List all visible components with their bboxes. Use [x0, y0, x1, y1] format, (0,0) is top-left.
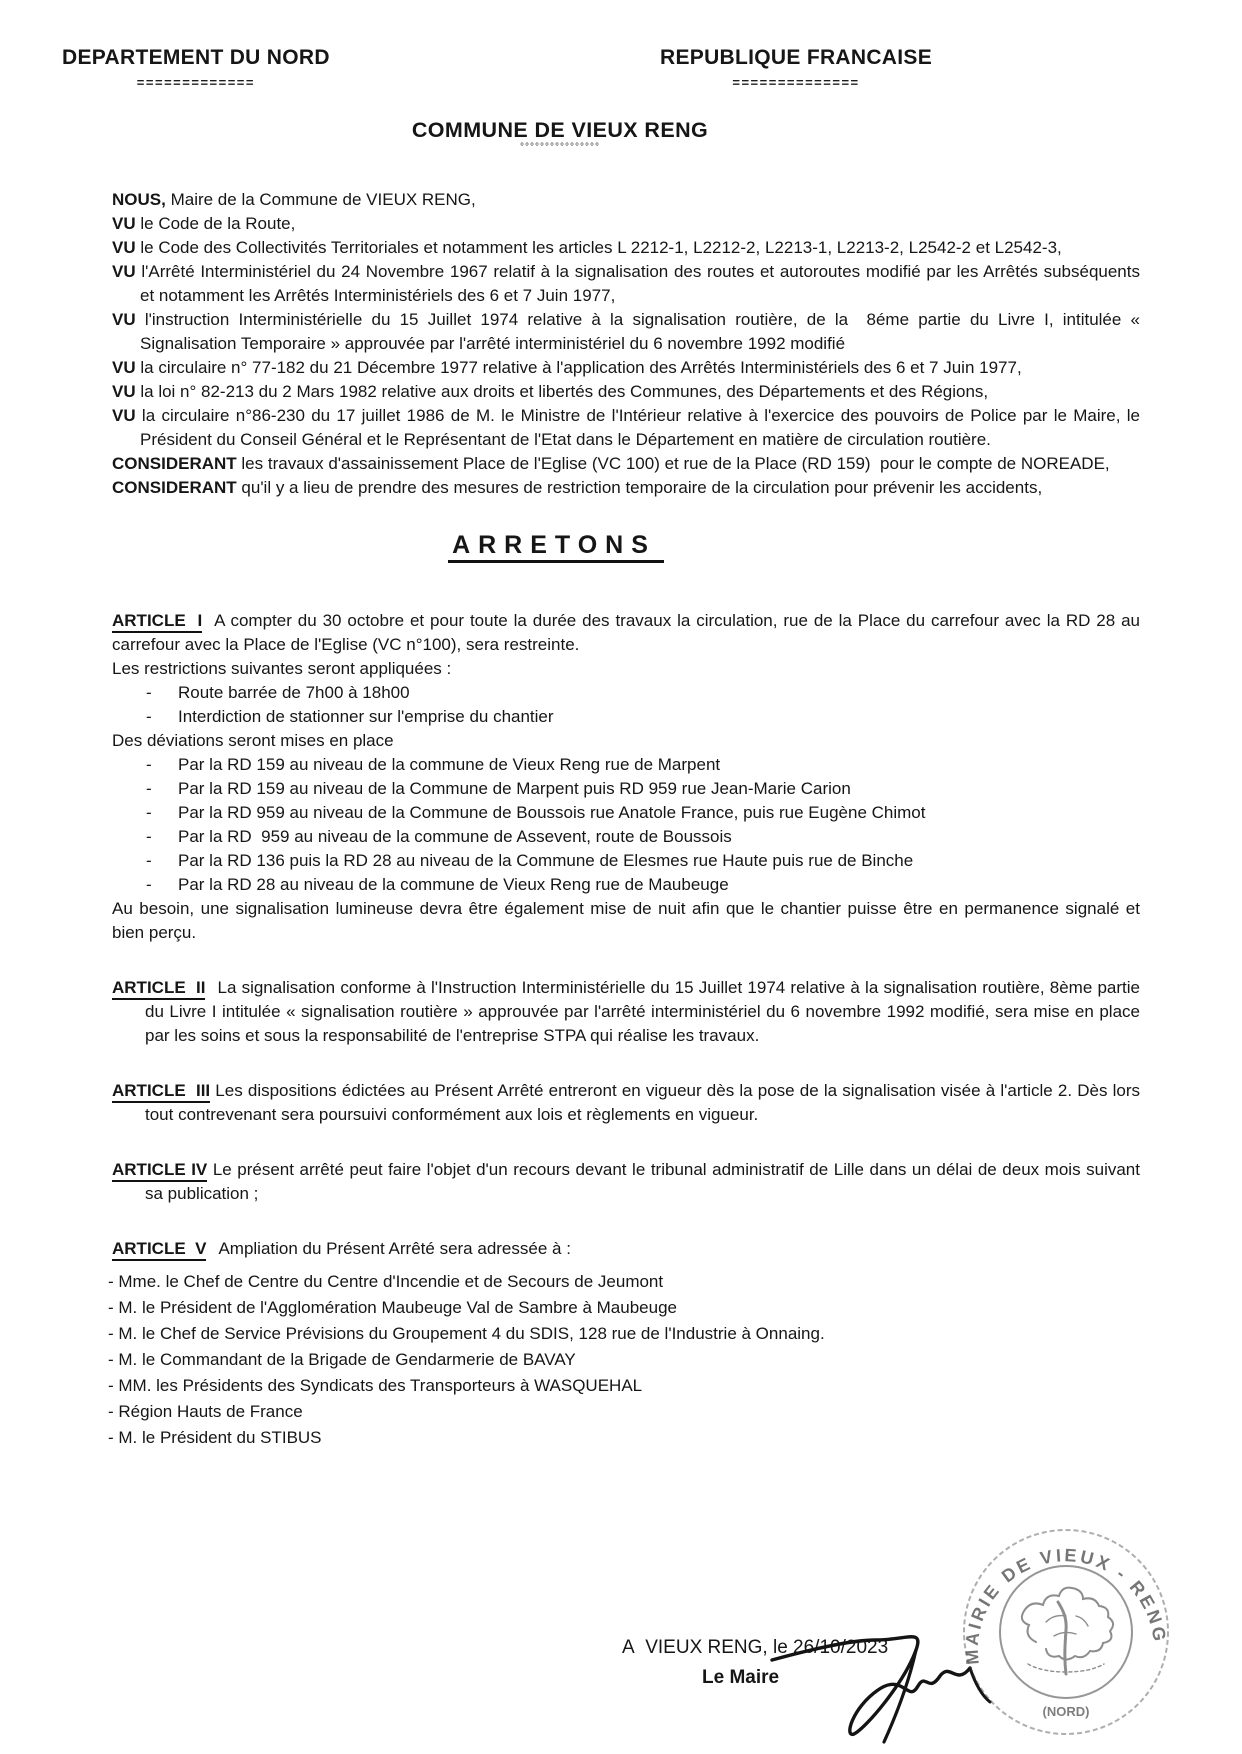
list-item: - Interdiction de stationner sur l'emprise du chantier: [112, 705, 1140, 729]
decision-heading: ARRETONS: [448, 533, 664, 563]
recipient-item: - Mme. le Chef de Centre du Centre d'Incendie et de Secours de Jeumont: [108, 1272, 664, 1291]
article-1-closing: Au besoin, une signalisation lumineuse devra être également mise de nuit afin que le chantier puisse être en permanence signalé et bien perçu.: [112, 899, 1140, 942]
department-header: [62, 46, 330, 95]
recipient-item: - M. le Président de l'Agglomération Maubeuge Val de Sambre à Maubeuge: [108, 1298, 677, 1317]
article-3: [112, 1079, 1140, 1127]
clause-keyword: VU: [112, 310, 136, 329]
recipient-item: - Région Hauts de France: [108, 1402, 303, 1421]
clause-keyword: VU: [112, 214, 136, 233]
list-item: - Par la RD 136 puis la RD 28 au niveau de la Commune de Elesmes rue Haute puis rue de Binche: [112, 849, 1140, 873]
department-title: DEPARTEMENT DU NORD: [62, 46, 330, 69]
clause-text: qu'il y a lieu de prendre des mesures de restriction temporaire de la circulation pour prévenir les accidents,: [241, 478, 1043, 497]
article-4-paragraph: [112, 1158, 1140, 1206]
preamble-clause-vu-6: [112, 380, 1140, 404]
deviations-list: [112, 753, 1140, 897]
article-2-paragraph: [112, 976, 1140, 1048]
recipient-item: - M. le Chef de Service Prévisions du Groupement 4 du SDIS, 128 rue de l'Industrie à Onnaing.: [108, 1324, 825, 1343]
recipient-item: - M. le Commandant de la Brigade de Gendarmerie de BAVAY: [108, 1350, 576, 1369]
clause-keyword: NOUS,: [112, 190, 166, 209]
list-item: - Par la RD 28 au niveau de la commune de Vieux Reng rue de Maubeuge: [112, 873, 1140, 897]
restrictions-list: [112, 681, 1140, 729]
preamble-clause-considerant-2: [112, 476, 1140, 500]
place-date: A VIEUX RENG, le 26/10/2023: [622, 1637, 889, 1658]
ornament-dots: °°°°°°°°°°°°°°°°: [520, 142, 600, 153]
recipient-item: - MM. les Présidents des Syndicats des Transporteurs à WASQUEHAL: [108, 1376, 643, 1395]
clause-keyword: VU: [112, 406, 136, 425]
signatory-title: Le Maire: [702, 1667, 780, 1688]
article-4-label: ARTICLE IV: [112, 1160, 207, 1182]
list-item: - Route barrée de 7h00 à 18h00: [112, 681, 1140, 705]
list-item: - Par la RD 159 au niveau de la commune de Vieux Reng rue de Marpent: [112, 753, 1140, 777]
article-5-text: Ampliation du Présent Arrêté sera adressée à :: [218, 1239, 571, 1258]
clause-text: la circulaire n° 77-182 du 21 Décembre 1977 relative à l'application des Arrêtés Interministériels des 6 et 7 Juin 1977,: [140, 358, 1022, 377]
republic-rule: ==============: [732, 75, 860, 90]
clause-keyword: VU: [112, 238, 136, 257]
commune-title: COMMUNE DE VIEUX RENG: [411, 118, 709, 142]
clause-text: la circulaire n°86-230 du 17 juillet 1986 de M. le Ministre de l'Intérieur relative à l'exercice des pouvoirs de Police par le Maire, le Président du Conseil Général et le Représentant de l'Etat dans le Département en matière de circulation routière.: [140, 406, 1140, 449]
article-5: [108, 1237, 1140, 1451]
article-5-label: ARTICLE V: [112, 1239, 206, 1261]
list-item: - Par la RD 959 au niveau de la Commune de Boussois rue Anatole France, puis rue Eugène Chimot: [112, 801, 1140, 825]
preamble-clause-vu-3: [112, 260, 1140, 308]
article-1: [112, 609, 1140, 945]
clause-keyword: VU: [112, 358, 136, 377]
preamble-clause-nous: [112, 188, 1140, 212]
document-body: [108, 188, 1140, 1451]
article-1-deviations-intro: Des déviations seront mises en place: [112, 731, 394, 750]
preamble-clause-vu-4: [112, 308, 1140, 356]
article-1-intro: [112, 609, 1140, 657]
clause-text: l'Arrêté Interministériel du 24 Novembre 1967 relatif à la signalisation des routes et autoroutes modifié par les Arrêtés subséquents et notamment les Arrêtés Interministériels des 6 et 7 Juin 1977,: [140, 262, 1140, 305]
mairie-stamp-icon: [958, 1524, 1174, 1740]
clause-text: l'instruction Interministérielle du 15 Juillet 1974 relative à la signalisation routière, de la 8éme partie du Livre I, intitulée « Signalisation Temporaire » approuvée par l'arrêté interministériel du 6 novembre 1992 modifié: [140, 310, 1140, 353]
article-5-lead: [112, 1237, 1140, 1261]
article-1-intro-text: A compter du 30 octobre et pour toute la durée des travaux la circulation, rue de la Place du carrefour avec la RD 28 au carrefour avec la Place de l'Eglise (VC n°100), sera restreinte.: [112, 611, 1140, 654]
article-3-text: Les dispositions édictées au Présent Arrêté entreront en vigueur dès la pose de la signalisation visée à l'article 2. Dès lors tout contrevenant sera poursuivi conformément aux lois et règlements en vigueur.: [145, 1081, 1140, 1124]
recipient-item: - M. le Président du STIBUS: [108, 1428, 322, 1447]
decision-heading-wrap: [112, 533, 1140, 563]
department-rule: =============: [136, 75, 255, 90]
article-1-label: ARTICLE I: [112, 611, 202, 633]
article-2-text: La signalisation conforme à l'Instruction Interministérielle du 15 Juillet 1974 relative à la signalisation routière, 8ème partie du Livre I intitulée « signalisation routière » approuvée par l'arrêté interministériel du 6 novembre 1992 modifié, sera mise en place par les soins et sous la responsabilité de l'entreprise STPA qui réalise les travaux.: [145, 978, 1140, 1045]
svg-text:MAIRIE DE VIEUX - RENG: MAIRIE DE VIEUX - RENG: [961, 1545, 1171, 1666]
clause-text: le Code des Collectivités Territoriales et notamment les articles L 2212-1, L2212-2, L2213-1, L2213-2, L2542-2 et L2542-3,: [140, 238, 1062, 257]
clause-text: les travaux d'assainissement Place de l'Eglise (VC 100) et rue de la Place (RD 159) pour le compte de NOREADE,: [241, 454, 1110, 473]
article-4-text: Le présent arrêté peut faire l'objet d'un recours devant le tribunal administratif de Lille dans un délai de deux mois suivant sa publication ;: [145, 1160, 1140, 1203]
stamp-bottom-text: (NORD): [1042, 1704, 1090, 1719]
clause-keyword: VU: [112, 382, 136, 401]
list-item: - Par la RD 159 au niveau de la Commune de Marpent puis RD 959 rue Jean-Marie Carion: [112, 777, 1140, 801]
article-1-restrictions-intro: Les restrictions suivantes seront appliquées :: [112, 659, 452, 678]
recipients-list: [108, 1269, 1140, 1451]
commune-header: [0, 118, 1120, 154]
clause-keyword: VU: [112, 262, 136, 281]
article-3-label: ARTICLE III: [112, 1081, 210, 1103]
preamble-clause-vu-1: [112, 212, 1140, 236]
preamble-clause-vu-5: [112, 356, 1140, 380]
clause-text: le Code de la Route,: [140, 214, 296, 233]
preamble-clause-vu-2: [112, 236, 1140, 260]
clause-keyword: CONSIDERANT: [112, 454, 237, 473]
clause-text: la loi n° 82-213 du 2 Mars 1982 relative aux droits et libertés des Communes, des Départements et des Régions,: [140, 382, 989, 401]
article-2-label: ARTICLE II: [112, 978, 205, 1000]
clause-keyword: CONSIDERANT: [112, 478, 237, 497]
republic-header: [660, 46, 932, 95]
preamble-clause-vu-7: [112, 404, 1140, 452]
article-3-paragraph: [112, 1079, 1140, 1127]
article-4: [112, 1158, 1140, 1206]
preamble-clause-considerant-1: [112, 452, 1140, 476]
clause-text: Maire de la Commune de VIEUX RENG,: [170, 190, 476, 209]
article-2: [112, 976, 1140, 1048]
list-item: - Par la RD 959 au niveau de la commune de Assevent, route de Boussois: [112, 825, 1140, 849]
republic-title: REPUBLIQUE FRANCAISE: [660, 46, 933, 69]
